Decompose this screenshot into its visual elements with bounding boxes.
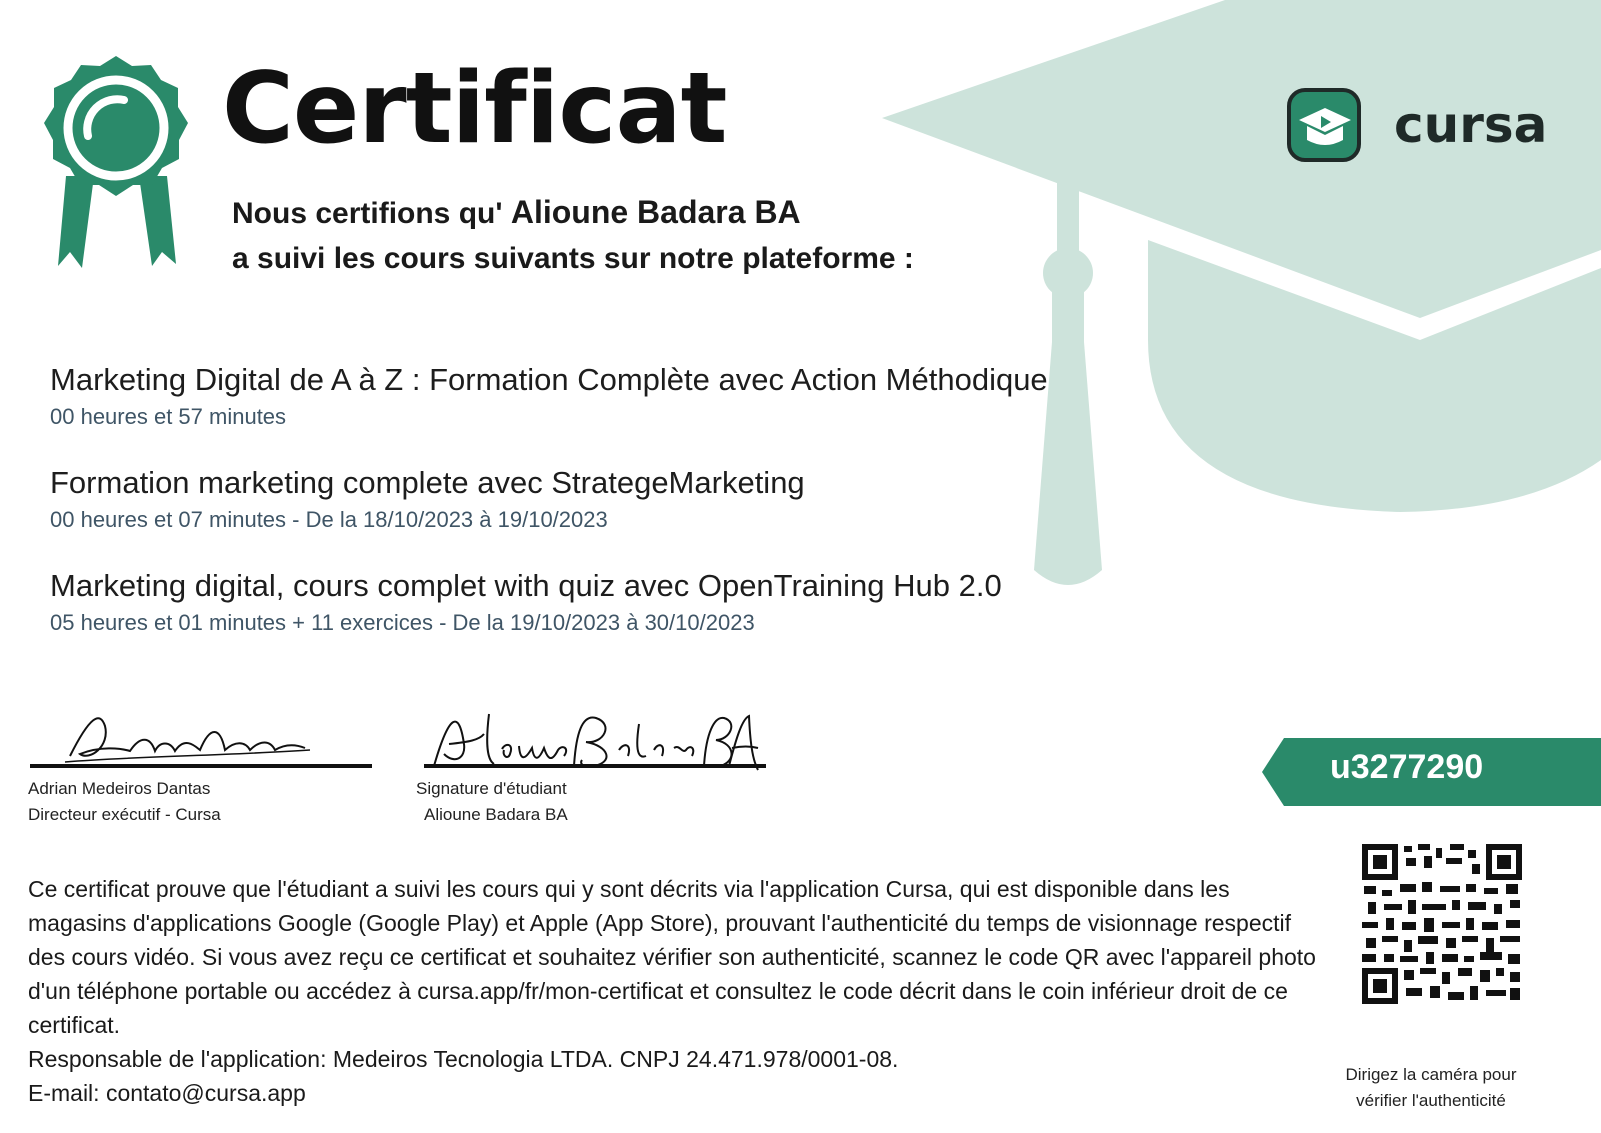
graduation-play-icon [1287,88,1361,162]
student-signature [424,704,764,784]
course-name: Marketing digital, cours complet with quiz avec OpenTraining Hub 2.0 [50,568,1002,603]
director-signature-line [30,764,372,768]
footer-email: E-mail: contato@cursa.app [28,1080,306,1106]
qr-caption-line-2: vérifier l'authenticité [1356,1091,1506,1110]
student-info [416,776,568,828]
course-item [50,465,805,533]
intro-prefix: Nous certifions qu' [232,197,503,230]
director-title: Directeur exécutif - Cursa [28,805,221,824]
footer-paragraph: Ce certificat prouve que l'étudiant a suivi les cours qui y sont décrits via l'application Cursa, qui est disponible dans les magasins d'applications Google (Google Play) et Apple (App Store), prouvant l'authenticité du temps de visionnage respectif des cours vidéo. Si vous avez reçu ce certificat et souhaitez vérifier son authenticité, scannez le code QR avec l'appareil photo d'un téléphone portable ou accédez à cursa.app/fr/mon-certificat et consultez le code décrit dans le coin inférieur droit de ce certificat. [28,876,1316,1038]
director-info [28,776,221,828]
student-signature-label: Signature d'étudiant [416,779,567,798]
intro-text [232,190,914,281]
course-name: Formation marketing complete avec StrategeMarketing [50,465,805,500]
brand-logo-text: cursa [1394,96,1548,154]
footer-responsible: Responsable de l'application: Medeiros Tecnologia LTDA. CNPJ 24.471.978/0001-08. [28,1046,899,1072]
course-item [50,362,1048,430]
course-meta: 00 heures et 07 minutes - De la 18/10/2023 à 19/10/2023 [50,507,608,532]
intro-line-2: a suivi les cours suivants sur notre plateforme : [232,242,914,275]
award-badge-icon [44,56,189,271]
certificate-code: u3277290 [1330,748,1484,786]
course-item [50,568,1002,636]
qr-caption [1340,1062,1522,1114]
student-name: Alioune Badara BA [510,194,801,230]
footer-text [28,872,1328,1110]
course-meta: 00 heures et 57 minutes [50,404,287,429]
course-meta: 05 heures et 01 minutes + 11 exercices - De la 19/10/2023 à 30/10/2023 [50,610,755,635]
student-signature-name: Alioune Badara BA [424,805,568,824]
certificate-title: Certificat [222,52,727,166]
qr-code [1360,842,1524,1006]
director-name: Adrian Medeiros Dantas [28,779,211,798]
course-name: Marketing Digital de A à Z : Formation Complète avec Action Méthodique [50,362,1048,397]
student-signature-line [424,764,766,768]
qr-caption-line-1: Dirigez la caméra pour [1345,1065,1517,1084]
